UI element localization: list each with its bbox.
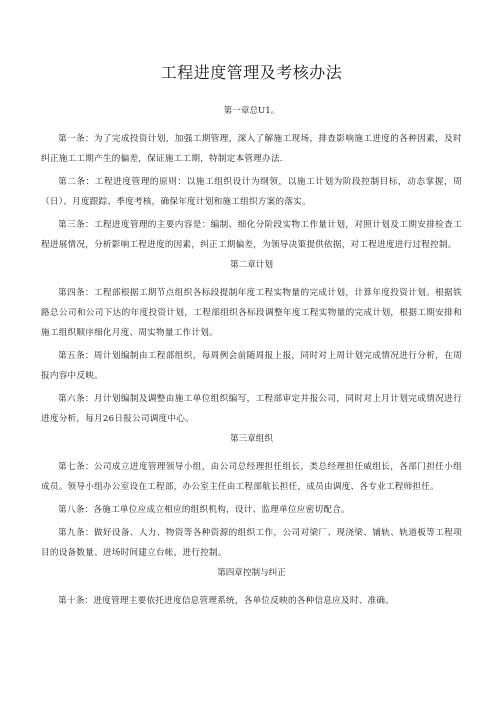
document-title: 工程进度管理及考核办法: [160, 63, 343, 82]
article-paragraph: 第四条：工程部根据工期节点组织各标段提制年度工程实物量的完成计划，计算年度投资计划。根据铁路总公司和公司下达的年度投资计划，工程部组织各标段调整年度工程实物量的完成计划，根据工期安排和施工组织顺序细化月度、周实物量工作计划。: [41, 288, 462, 338]
chapter-heading: 第一章总U1。: [223, 106, 280, 116]
chapter-heading: 第四章控制与纠正: [217, 568, 286, 578]
article-paragraph: 第九条：做好设备、人力、物资等各种资源的组织工作，公司对梁厂、现浇梁、铺轨、轨道板等工程项目的设备数量、进场时间建立台帐，进行控制。: [41, 528, 462, 558]
chapter-2-section: [41, 258, 462, 429]
chapter-heading: 第三章组织: [230, 434, 273, 444]
article-paragraph: 第二条：工程进度管理的原则：以施工组织设计为纲领，以施工计划为阶段控制目标，动态掌握，周（日）、月度跟踪、季度考核，确保年度计划和施工组织方案的落实。: [41, 177, 462, 207]
article-paragraph: 第五条：周计划编制由工程部组织，每周例会前随周报上报，同时对上周计划完成情况进行分析，在周报内容中反映。: [41, 351, 462, 381]
chapter-1-section: [41, 104, 462, 255]
article-paragraph: 第三条：工程进度管理的主要内容是：编制、细化分阶段实物工作量计划，对照计划及工期安排检查工程进展情况，分析影响工程进度的因素，纠正工期偏差，为领导决策提供依据，对工程进度进行过程控制。: [41, 220, 462, 250]
article-paragraph: 第一条：为了完成投资计划，加强工期管理，深入了解施工现场，排查影响施工进度的各种因素，及时纠正施工工期产生的偏差，保证施工工期，特制定本管理办法.: [41, 134, 462, 164]
article-paragraph: 第十条：进度管理主要依托进度信息管理系统，各单位反映的各种信息应及时、准确。: [58, 596, 395, 606]
article-paragraph: 第七条：公司成立进度管理领导小组，由公司总经理担任组长，类总经理担任威组长，各部门担任小组成员。领导小组办公室设在工程部，办公室主任由工程部航长担任，成员由调度、各专业工程师担任。: [41, 462, 462, 492]
chapter-heading: 第二章计划: [230, 260, 273, 270]
article-paragraph: 第八条：各施工单位应成立相应的组织机构，设计、监理单位应密切配合。: [58, 505, 350, 515]
chapter-4-section: [41, 566, 462, 611]
chapter-3-section: [41, 432, 462, 563]
article-paragraph: 第六条：月计划编制及调整由施工单位组织编写，工程部审定并报公司，同时对上月计划完成情况进行进度分析，每月26日报公司调度中心。: [41, 394, 462, 424]
